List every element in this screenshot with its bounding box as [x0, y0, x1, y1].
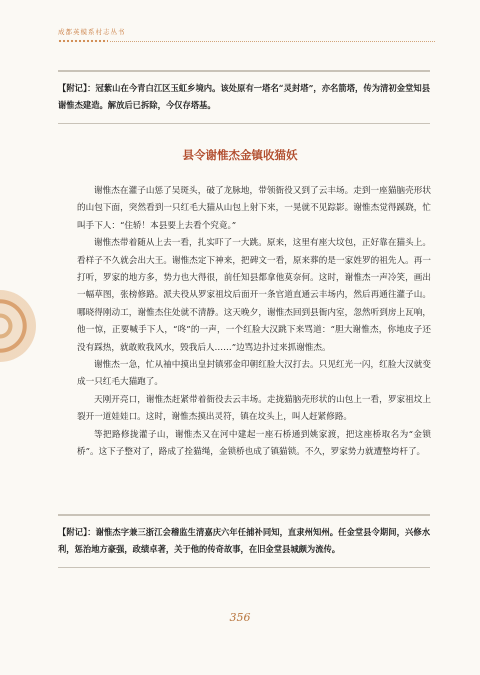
- paragraph: 谢惟杰在灌子山惩了吴斑头，破了龙脉地，带领衙役又到了云丰场。走到一座猫脑壳形状的山包下面，突然看到一只红毛大猫从山包上射下来，一晃就不见踪影。谢惟杰觉得蹊跷，忙叫手下人：“住轿！本县要上去看个究竟。”: [77, 186, 431, 231]
- note-top-rule: [58, 514, 430, 516]
- story-title: 县令谢惟杰金镇收猫妖: [182, 148, 298, 162]
- paragraph: 谢惟杰带着随从上去一看，扎实吓了一大跳。原来，这里有座大坟包，正好靠在猫头上。看样子不久就会出大王。谢惟杰定下神来，把碑文一看，原来葬的是一家姓罗的祖先人。再一打听，罗家的地方多，势力也大得很，前任知县都拿他莫奈何。这时，谢惟杰一声冷笑，画出一幅草图，张榜修路。派夫役从罗家祖坟后面开一条官道直通云丰场内，然后再通往灌子山。哪晓得刚动工，谢惟杰住处就不清静。这天晚夕，谢惟杰回到县衙内室，忽然听到房上瓦响，他一惊，正要喊手下人，“咚”的一声，一个红脸大汉跳下来骂道：“胆大谢惟杰，你地皮子还没有踩热，就敢败我风水，毁我后人……”边骂边扑过来抓谢惟杰。: [77, 238, 431, 353]
- bottom-note-text: 【附记】：谢惟杰字兼三浙江会稽监生清嘉庆六年任捕补同知，直隶州知州。任金堂县令期间，兴修水利，惩治地方豪强，政绩卓著，关于他的传奇故事，在旧金堂县城颇为流传。: [58, 527, 430, 554]
- note-bottom-rule: [58, 567, 430, 569]
- header-dotted-rule: [110, 41, 435, 42]
- book-series-title: 成都英模系村志丛书: [58, 28, 126, 36]
- top-note-box: [58, 80, 430, 114]
- top-note-text: 【附记】：冠紫山在今青白江区玉虹乡境内。该处原有一塔名“灵封塔”，亦名箭塔，传为清初金堂知县谢惟杰建造。解放后已拆除，今仅存塔基。: [58, 83, 430, 110]
- page-number: 356: [229, 611, 251, 624]
- note-top-rule: [58, 70, 430, 72]
- decorative-medallion-icon: [0, 290, 36, 362]
- paragraph: 天刚开亮口，谢惟杰赶紧带着衙役去云丰场。走拢猫脑壳形状的山包上一看，罗家祖坟上裂开一道娃娃口。这时，谢惟杰摸出灵符，镇在坟头上，叫人赶紧修路。: [77, 394, 431, 423]
- note-bottom-rule: [58, 123, 430, 125]
- bottom-note-box: [58, 524, 430, 558]
- header-dot-ornament: [58, 39, 108, 43]
- story-body: [77, 183, 431, 462]
- paragraph: 谢惟杰一急，忙从袖中摸出皇封镇邪金印朝红脸大汉打去。只见红光一闪，红脸大汉就变成一只红毛大猫跑了。: [77, 360, 431, 388]
- paragraph: 等把路修拢灌子山，谢惟杰又在河中建起一座石桥通到姚家渡，把这座桥取名为“金锁桥”。这下子整对了，路成了拴猫绳，金锁桥也成了镇猫锁。不久，罗家势力就遭整垮杆了。: [77, 429, 431, 458]
